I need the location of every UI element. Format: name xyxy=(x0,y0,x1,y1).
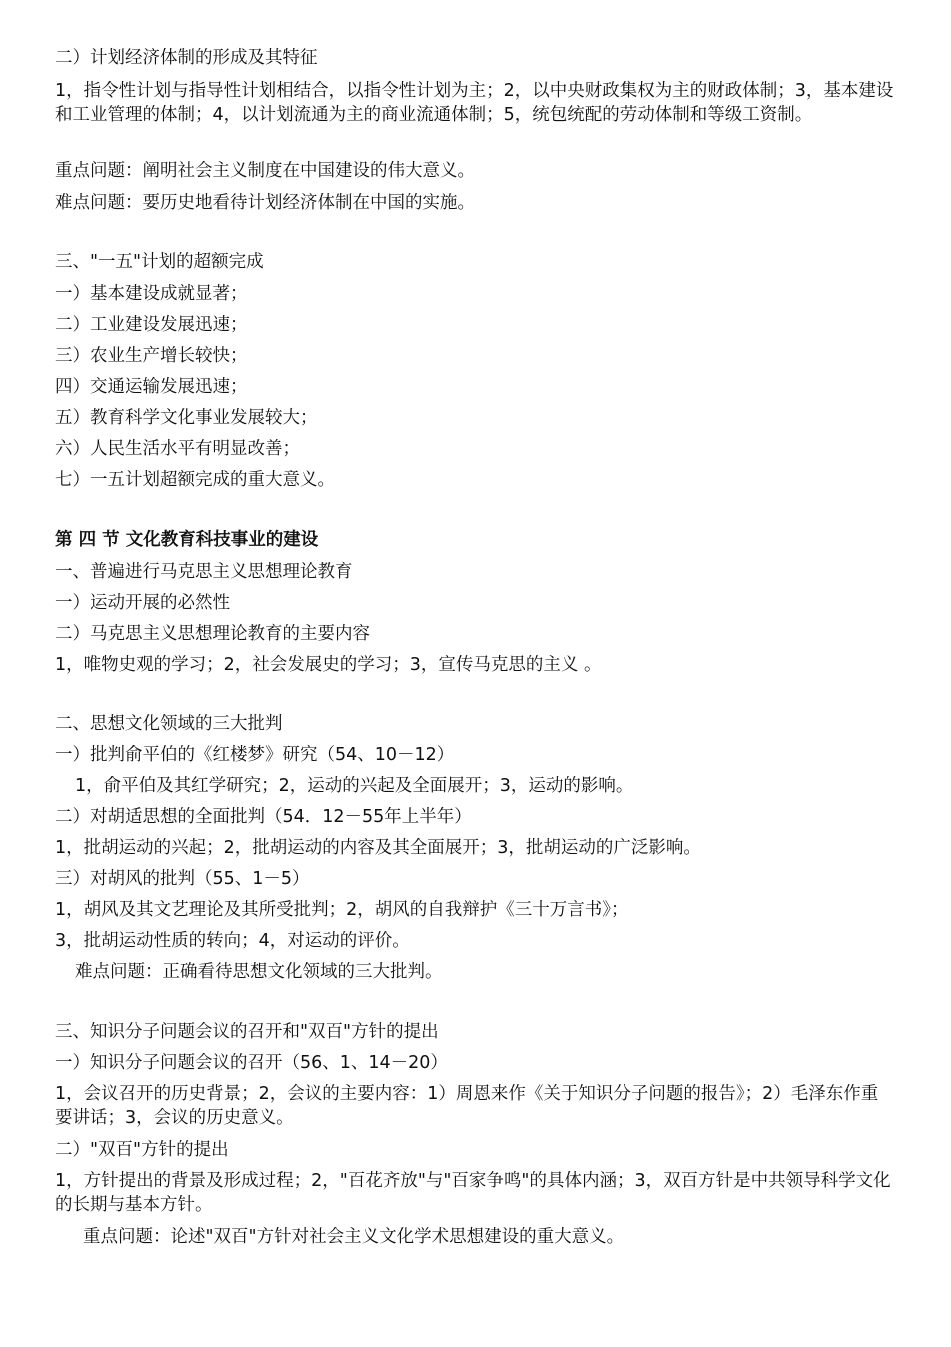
paragraph: 1，方针提出的背景及形成过程；2，"百花齐放"与"百家争鸣"的具体内涵；3，双百方针是中共领导科学文化的长期与基本方针。 xyxy=(55,1171,891,1215)
subsection-heading: 二）"双百"方针的提出 xyxy=(55,1140,229,1160)
key-issue: 重点问题：论述"双百"方针对社会主义文化学术思想建设的重大意义。 xyxy=(83,1227,625,1247)
list-item: 三）农业生产增长较快； xyxy=(55,346,248,366)
section-heading: 二、思想文化领域的三大批判 xyxy=(55,714,283,734)
list-item: 七）一五计划超额完成的重大意义。 xyxy=(55,470,335,490)
section-heading: 一、普遍进行马克思主义思想理论教育 xyxy=(55,562,353,582)
subsection-heading: 一）运动开展的必然性 xyxy=(55,593,230,613)
subsection-heading: 一）知识分子问题会议的召开（56、1、14－20） xyxy=(55,1053,448,1073)
section-heading: 三、"一五"计划的超额完成 xyxy=(55,252,264,272)
paragraph: 1，指令性计划与指导性计划相结合，以指令性计划为主；2，以中央财政集权为主的财政体制；3，基本建设和工业管理的体制；4，以计划流通为主的商业流通体制；5，统包统配的劳动体制和等级工资制。 xyxy=(55,81,894,125)
difficult-issue: 难点问题：要历史地看待计划经济体制在中国的实施。 xyxy=(55,193,475,213)
paragraph: 1，胡风及其文艺理论及其所受批判；2，胡风的自我辩护《三十万言书》； xyxy=(55,900,629,920)
paragraph: 1，唯物史观的学习；2，社会发展史的学习；3，宣传马克思的主义 。 xyxy=(55,655,602,675)
list-item: 六）人民生活水平有明显改善； xyxy=(55,439,300,459)
section-heading: 三、知识分子问题会议的召开和"双百"方针的提出 xyxy=(55,1022,439,1042)
list-item: 二）工业建设发展迅速； xyxy=(55,315,248,335)
subsection-heading: 二）计划经济体制的形成及其特征 xyxy=(55,48,318,68)
subsection-heading: 二）对胡适思想的全面批判（54．12－55年上半年） xyxy=(55,807,472,827)
subsection-heading: 二）马克思主义思想理论教育的主要内容 xyxy=(55,624,370,644)
list-item: 四）交通运输发展迅速； xyxy=(55,377,248,397)
difficult-issue: 难点问题：正确看待思想文化领域的三大批判。 xyxy=(75,962,443,982)
paragraph: 3，批胡运动性质的转向；4，对运动的评价。 xyxy=(55,931,410,951)
paragraph: 1，俞平伯及其红学研究；2，运动的兴起及全面展开；3，运动的影响。 xyxy=(75,776,634,796)
subsection-heading: 三）对胡风的批判（55、1－5） xyxy=(55,869,310,889)
paragraph: 1，会议召开的历史背景；2，会议的主要内容：1）周恩来作《关于知识分子问题的报告》；2）毛泽东作重要讲话；3，会议的历史意义。 xyxy=(55,1084,879,1128)
key-issue: 重点问题：阐明社会主义制度在中国建设的伟大意义。 xyxy=(55,161,475,181)
list-item: 一）基本建设成就显著； xyxy=(55,284,248,304)
subsection-heading: 一）批判俞平伯的《红楼梦》研究（54、10－12） xyxy=(55,745,455,765)
list-item: 五）教育科学文化事业发展较大； xyxy=(55,408,318,428)
chapter-section-title: 第 四 节 文化教育科技事业的建设 xyxy=(55,530,319,550)
paragraph: 1，批胡运动的兴起；2，批胡运动的内容及其全面展开；3，批胡运动的广泛影响。 xyxy=(55,838,701,858)
